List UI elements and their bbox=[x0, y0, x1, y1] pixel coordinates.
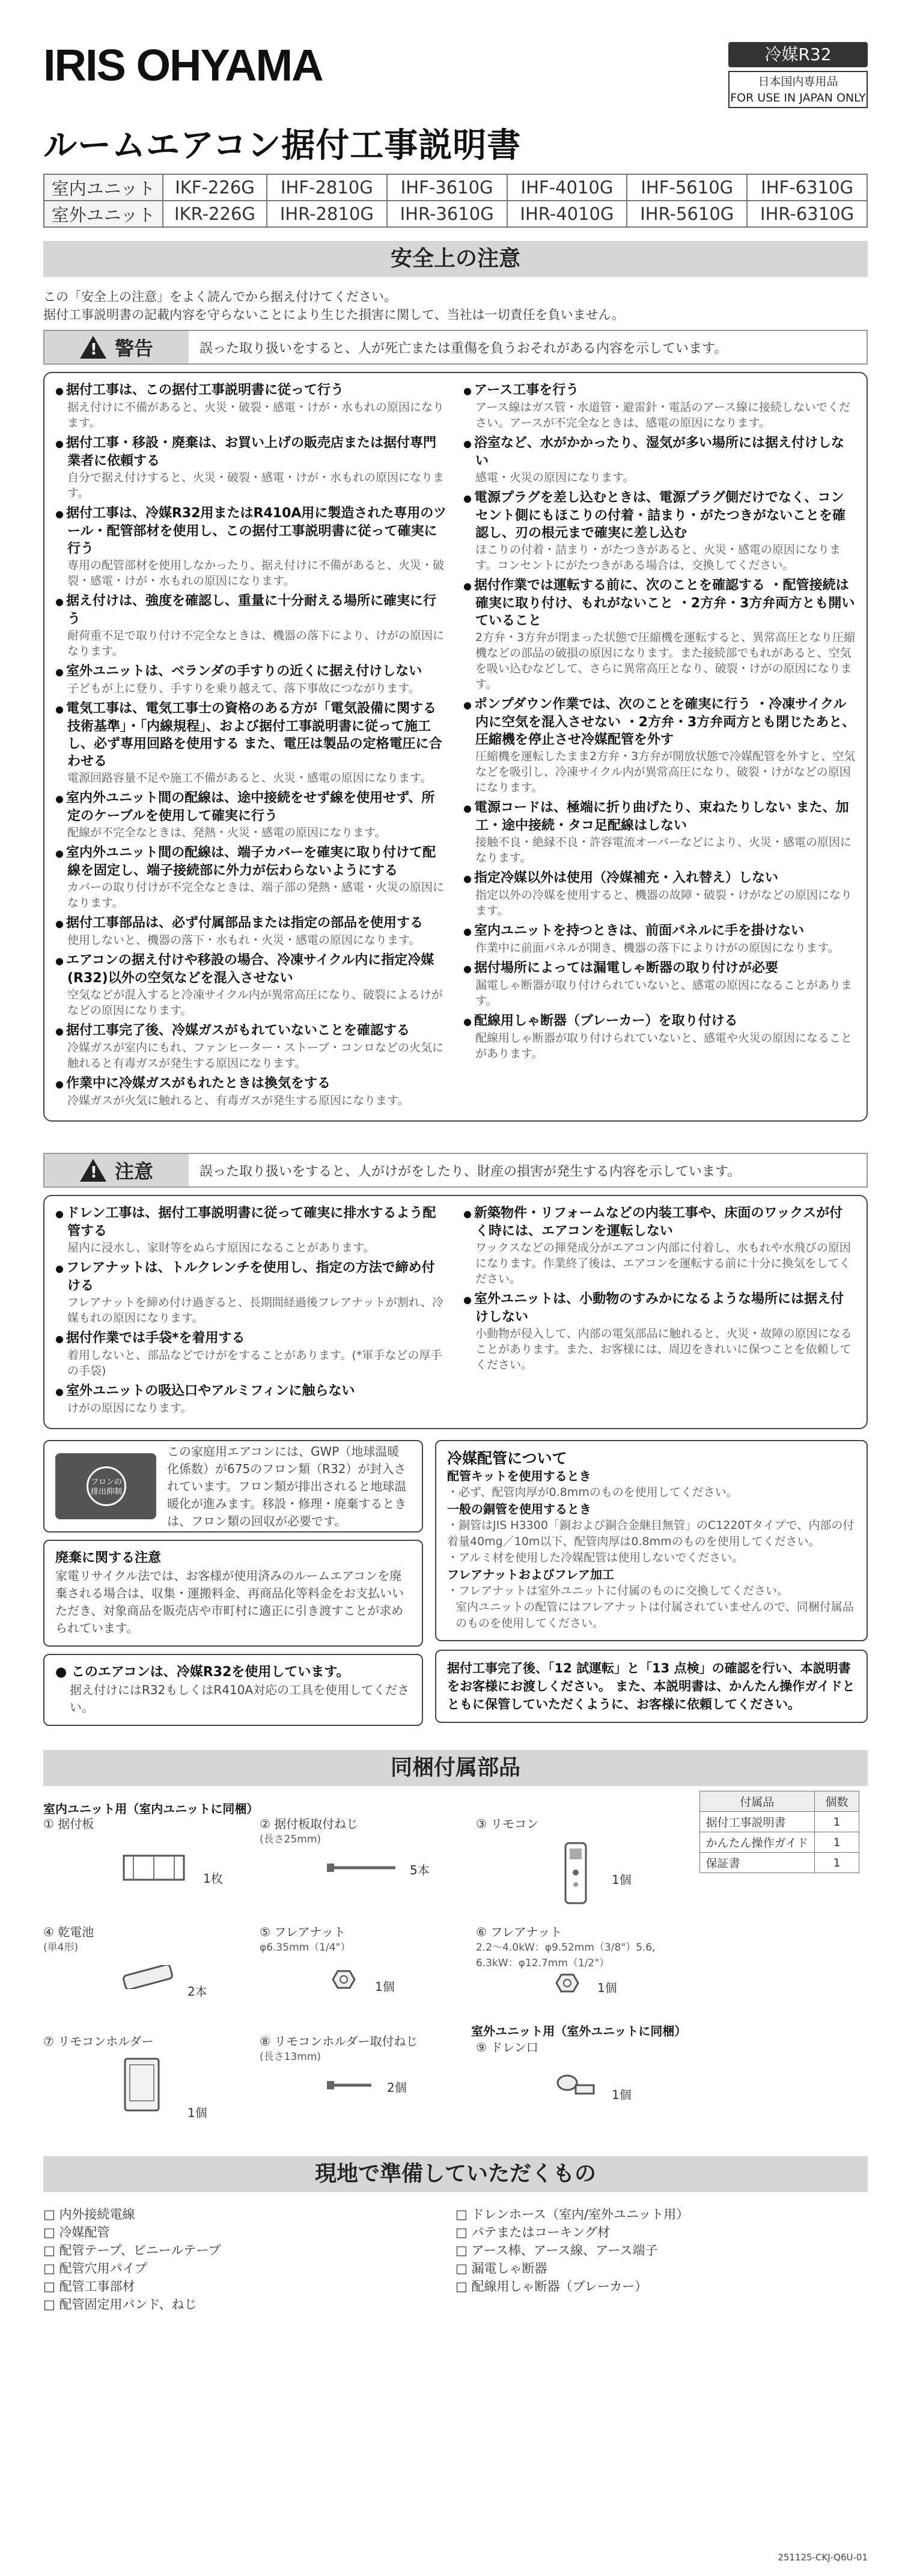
part-spec: (長さ13mm) bbox=[260, 2051, 321, 2063]
model-cell: IHF-2810G bbox=[267, 174, 387, 201]
part-qty: 1個 bbox=[597, 1981, 617, 1995]
notice-detail: 配線が不完全なときは、発熱・火災・感電の原因になります。 bbox=[67, 826, 386, 839]
part-item bbox=[476, 1816, 538, 1832]
warning-description: 誤った取り扱いをすると、人が死亡または重傷を負うおそれがある内容を示しています。 bbox=[200, 341, 728, 356]
accessory-count: 1 bbox=[815, 1853, 859, 1873]
part-item bbox=[43, 2034, 154, 2049]
notice-item bbox=[463, 577, 856, 692]
piping-general-text2: ・アルミ材を使用した冷媒配管は使用しないでください。 bbox=[447, 1551, 744, 1564]
notice-heading: ● ポンプダウン作業では、次のことを確実に行う ・冷凍サイクル内に空気を混入させない ・2方弁・3方弁両方とも閉じたあと、圧縮機を停止させ冷媒配管を外す bbox=[463, 696, 856, 749]
accessory-row bbox=[699, 1832, 859, 1853]
caution-column-right bbox=[463, 1204, 856, 1420]
screw-icon bbox=[326, 2079, 374, 2091]
page-title: ルームエアコン据付工事説明書 bbox=[43, 126, 522, 165]
part-qty: 2本 bbox=[187, 1984, 207, 1999]
header bbox=[43, 0, 868, 123]
model-cell: IHR-6310G bbox=[747, 201, 867, 227]
safety-intro bbox=[43, 288, 868, 324]
notice-heading: ● アース工事を行う bbox=[463, 381, 856, 399]
outdoor-models-row bbox=[44, 201, 867, 227]
info-right bbox=[435, 1440, 868, 1726]
warning-bar bbox=[43, 330, 868, 365]
accessory-table bbox=[699, 1791, 859, 1873]
fluorocarbon-mark-text: フロンの排出抑制 bbox=[87, 1466, 126, 1506]
caution-column-left bbox=[55, 1204, 448, 1420]
piping-flare-text2: 室内ユニットの配管にはフレアナットは付属されていませんので、同梱付属品のものを使用してください。 bbox=[455, 1600, 854, 1630]
accessory-item: 据付工事説明書 bbox=[699, 1812, 814, 1832]
piping-flare-title: フレアナットおよびフレア加工 bbox=[447, 1567, 614, 1582]
notice-item bbox=[463, 1204, 856, 1287]
part-qty: 1個 bbox=[375, 1979, 395, 1994]
disposal-notice bbox=[43, 1540, 423, 1647]
notice-heading: ● 室外ユニットは、ベランダの手すりの近くに据え付けしない bbox=[55, 663, 448, 681]
disposal-title: 廃棄に関する注意 bbox=[55, 1551, 162, 1566]
part-spec: (長さ25mm) bbox=[260, 1833, 321, 1845]
accessory-header-item: 付属品 bbox=[699, 1791, 814, 1812]
notice-item bbox=[463, 869, 856, 919]
r32-title: ● このエアコンは、冷媒R32を使用しています。 bbox=[55, 1665, 350, 1680]
notice-detail: 漏電しゃ断器が取り付けられていないと、感電の原因になることがあります。 bbox=[475, 979, 853, 1007]
document-page bbox=[43, 0, 868, 2576]
notice-heading: ● 据付作業では手袋*を着用する bbox=[55, 1329, 448, 1347]
caution-label: 注意 bbox=[114, 1160, 153, 1183]
part-item bbox=[260, 2034, 418, 2065]
part-name: ⑤ フレアナット bbox=[260, 1925, 346, 1939]
notice-item bbox=[55, 789, 448, 840]
caution-description: 誤った取り扱いをすると、人がけがをしたり、財産の損害が発生する内容を示しています。 bbox=[200, 1164, 741, 1179]
part-spec: 2.2〜4.0kW：φ9.52mm（3/8"）5.6, 6.3kW：φ12.7mm（1/2"） bbox=[476, 1942, 656, 1969]
parts-heading: 同梱付属部品 bbox=[43, 1750, 868, 1786]
notice-item bbox=[55, 663, 448, 696]
warning-box bbox=[43, 372, 868, 1122]
model-table bbox=[43, 174, 868, 228]
accessory-count: 1 bbox=[815, 1832, 859, 1853]
notice-heading: ● 電気工事は、電気工事士の資格のある方が「電気設備に関する技術基準」・「内線規程」、および据付工事説明書に従って施工し、必ず専用回路を使用する また、電圧は製品の定格電圧に合わせる bbox=[55, 700, 448, 770]
accessory-header-row bbox=[699, 1791, 859, 1812]
prepare-column-left bbox=[43, 2205, 455, 2313]
notice-detail: 作業中に前面パネルが開き、機器の落下によりけがの原因になります。 bbox=[475, 941, 839, 955]
refrigerant-badge: 冷媒R32 bbox=[728, 42, 868, 67]
caution-label-box bbox=[44, 1154, 189, 1186]
notice-heading: ● 室内外ユニット間の配線は、途中接続をせず線を使用せず、所定のケーブルを使用して確実に行う bbox=[55, 789, 448, 825]
warning-triangle-icon: ! bbox=[80, 336, 106, 359]
completion-notice: 据付工事完了後、「12 試運転」と「13 点検」の確認を行い、本説明書をお客様にお渡しください。 また、本説明書は、かんたん操作ガイドとともに保管していただくように、お客様に依頼してください。 bbox=[435, 1650, 868, 1723]
notice-detail: 使用しないと、機器の落下・水もれ・火災・感電の原因になります。 bbox=[67, 934, 421, 947]
piping-general-text1: ・銅管はJIS H3300「銅および銅合金継目無管」のC1220Tタイプで、内部の付着量40mg／10m以下、配管肉厚は0.8mmのものを使用してください。 bbox=[447, 1519, 855, 1548]
info-row bbox=[43, 1440, 868, 1726]
fluorocarbon-notice bbox=[43, 1440, 423, 1533]
notice-heading: ● 電源コードは、極端に折り曲げたり、束ねたりしない また、加工・途中接続・タコ足配線はしない bbox=[463, 799, 856, 834]
prepare-column-right bbox=[455, 2205, 868, 2313]
checklist-item: □ 内外接続電線 bbox=[43, 2205, 455, 2223]
part-qty: 2個 bbox=[387, 2080, 407, 2095]
fluorocarbon-text: この家庭用エアコンには、GWP（地球温暖化係数）が675のフロン類（R32）が封入されています。フロン類が排出されると地球温暖化が進みます。移設・修理・廃棄するときは、フロン類の回収が必要です。 bbox=[167, 1444, 407, 1528]
accessory-item: かんたん操作ガイド bbox=[699, 1832, 814, 1853]
notice-item bbox=[55, 1329, 448, 1379]
part-name: ④ 乾電池 bbox=[43, 1925, 94, 1939]
notice-detail: 空気などが混入すると冷凍サイクル内が異常高圧になり、破裂によるけがなどの原因になります。 bbox=[67, 988, 443, 1017]
model-cell: IKR-226G bbox=[163, 201, 267, 227]
checklist-item: □ 配管固定用バンド、ねじ bbox=[43, 2295, 455, 2313]
mounting-plate-icon bbox=[121, 1851, 187, 1887]
notice-detail: 冷媒ガスが火気に触れると、有毒ガスが発生する原因になります。 bbox=[67, 1094, 409, 1107]
disposal-text: 家電リサイクル法では、お客様が使用済みのルームエアコンを廃棄される場合は、収集・運搬料金、再商品化等料金をお支払いいただき、対象商品を販売店や市町村に適正に引き渡すことが求められています。 bbox=[55, 1569, 404, 1635]
piping-kit-text: ・必ず、配管肉厚が0.8mmのものを使用してください。 bbox=[447, 1486, 738, 1499]
model-cell: IHR-4010G bbox=[507, 201, 627, 227]
notice-detail: アース線はガス管・水道管・避雷針・電話のアース線に接続しないでください。アースが不完全なときは、感電の原因になります。 bbox=[475, 401, 850, 430]
part-name: ⑦ リモコンホルダー bbox=[43, 2034, 154, 2049]
notice-detail: けがの原因になります。 bbox=[67, 1402, 192, 1415]
part-item bbox=[260, 1816, 358, 1847]
part-qty: 1個 bbox=[187, 2106, 207, 2120]
notice-item bbox=[463, 1012, 856, 1062]
checklist-item: □ アース棒、アース線、アース端子 bbox=[455, 2241, 868, 2259]
notice-detail: ワックスなどの揮発成分がエアコン内部に付着し、水もれや水飛びの原因になります。作業終了後は、エアコンを運転する前に十分に換気をしてください。 bbox=[475, 1241, 851, 1286]
notice-item bbox=[55, 1075, 448, 1108]
notice-item bbox=[55, 434, 448, 501]
warning-column-right bbox=[463, 381, 856, 1112]
notice-item bbox=[463, 489, 856, 573]
r32-notice bbox=[43, 1654, 423, 1726]
checklist-item: □ 配管穴用パイプ bbox=[43, 2259, 455, 2277]
notice-item bbox=[463, 696, 856, 795]
notice-item bbox=[55, 1204, 448, 1256]
notice-heading: ● 据え付けは、強度を確認し、重量に十分耐える場所に確実に行う bbox=[55, 592, 448, 628]
notice-detail: 屋内に浸水し、家財等をぬらす原因になることがあります。 bbox=[67, 1241, 375, 1254]
domestic-line-en: FOR USE IN JAPAN ONLY bbox=[730, 91, 866, 105]
notice-detail: 圧縮機を運転したまま2方弁・3方弁が開放状態で冷媒配管を外すと、空気などを吸引し、冷凍サイクル内が異常高圧になり、破裂・けがなどの原因になります。 bbox=[475, 750, 856, 794]
part-qty: 5本 bbox=[410, 1863, 430, 1877]
outdoor-parts-group: 室外ユニット用（室外ユニットに同梱） bbox=[471, 2024, 687, 2038]
flare-nut-icon bbox=[555, 1972, 579, 1994]
notice-heading: ● 据付工事は、この据付工事説明書に従って行う bbox=[55, 381, 448, 399]
part-qty: 1個 bbox=[612, 1873, 632, 1887]
part-name: ① 据付板 bbox=[43, 1817, 94, 1831]
model-cell: IHR-3610G bbox=[387, 201, 507, 227]
caution-bar bbox=[43, 1153, 868, 1188]
flare-nut-icon bbox=[332, 1969, 356, 1990]
battery-icon bbox=[121, 1965, 181, 1989]
model-cell: IHR-2810G bbox=[267, 201, 387, 227]
prepare-heading: 現地で準備していただくもの bbox=[43, 2156, 868, 2192]
checklist-item: □ パテまたはコーキング材 bbox=[455, 2223, 868, 2241]
notice-heading: ● 室外ユニットは、小動物のすみかになるような場所には据え付けしない bbox=[463, 1290, 856, 1326]
part-item bbox=[43, 1924, 94, 1955]
notice-detail: カバーの取り付けが不完全なときは、端子部の発熱・感電・火災の原因になります。 bbox=[67, 881, 445, 910]
notice-heading: ● 据付工事は、冷媒R32用またはR410A用に製造された専用のツール・配管部材を使用し、この据付工事説明書に従って確実に行う bbox=[55, 505, 448, 557]
notice-heading: ● 配線用しゃ断器（ブレーカー）を取り付ける bbox=[463, 1012, 856, 1030]
notice-heading: ● ドレン工事は、据付工事説明書に従って確実に排水するよう配管する bbox=[55, 1204, 448, 1240]
notice-item bbox=[55, 952, 448, 1018]
notice-item bbox=[55, 1259, 448, 1326]
piping-title: 冷媒配管について bbox=[447, 1450, 567, 1467]
safety-intro-line1: この「安全上の注意」をよく読んでから据え付けてください。 bbox=[43, 290, 397, 304]
checklist-item: □ 配管工事部材 bbox=[43, 2277, 455, 2295]
notice-heading: ● 据付作業では運転する前に、次のことを確認する ・配管接続は確実に取り付け、もれがないこと ・2方弁・3方弁両方とも開いていること bbox=[463, 577, 856, 630]
accessory-item: 保証書 bbox=[699, 1853, 814, 1873]
notice-heading: ● 据付工事・移設・廃棄は、お買い上げの販売店または据付専門業者に依頼する bbox=[55, 434, 448, 470]
notice-item bbox=[463, 1290, 856, 1373]
notice-heading: ● 浴室など、水がかかったり、湿気が多い場所には据え付けしない bbox=[463, 434, 856, 470]
part-qty: 1枚 bbox=[203, 1871, 223, 1886]
checklist-item: □ 配管テープ、ビニールテープ bbox=[43, 2241, 455, 2259]
notice-heading: ● 室内外ユニット間の配線は、端子カバーを確実に取り付けて配線を固定し、端子接続部に外力が伝わらないようにする bbox=[55, 844, 448, 879]
warning-label-box bbox=[44, 331, 189, 363]
warning-label: 警告 bbox=[114, 337, 153, 360]
notice-heading: ● フレアナットは、トルクレンチを使用し、指定の方法で締め付ける bbox=[55, 1259, 448, 1295]
notice-detail: 据え付けに不備があると、火災・破裂・感電・けが・水もれの原因になります。 bbox=[67, 401, 445, 430]
notice-detail: 配線用しゃ断器が取り付けられていないと、感電や火災の原因になることがあります。 bbox=[475, 1031, 853, 1060]
safety-heading: 安全上の注意 bbox=[43, 241, 868, 277]
notice-item bbox=[55, 381, 448, 431]
notice-detail: ほこりの付着・詰まり・がたつきがあると、火災・感電の原因になります。コンセントにがたつきがある場合は、交換してください。 bbox=[475, 543, 841, 572]
notice-heading: ● 室外ユニットの吸込口やアルミフィンに触らない bbox=[55, 1382, 448, 1400]
notice-detail: 指定以外の冷媒を使用すると、機器の故障・破裂・けがなどの原因になります。 bbox=[475, 889, 853, 917]
notice-detail: フレアナットを締め付け過ぎると、長期間経過後フレアナットが割れ、冷媒もれの原因になります。 bbox=[67, 1296, 443, 1325]
part-name: ③ リモコン bbox=[476, 1817, 539, 1831]
document-code: 251125-CKJ-Q6U-01 bbox=[778, 2552, 868, 2563]
remote-holder-icon bbox=[121, 2055, 163, 2115]
checklist-item: □ 漏電しゃ断器 bbox=[455, 2259, 868, 2277]
notice-heading: ● 作業中に冷媒ガスがもれたときは換気をする bbox=[55, 1075, 448, 1093]
notice-item bbox=[463, 959, 856, 1009]
notice-item bbox=[55, 914, 448, 948]
checklist-item: □ 配線用しゃ断器（ブレーカー） bbox=[455, 2277, 868, 2295]
notice-detail: 自分で据え付けすると、火災・破裂・感電・けが・水もれの原因になります。 bbox=[67, 471, 445, 500]
caution-box bbox=[43, 1195, 868, 1429]
model-cell: IHF-6310G bbox=[747, 174, 867, 201]
part-item bbox=[43, 1816, 94, 1832]
info-left bbox=[43, 1440, 423, 1726]
notice-item bbox=[463, 434, 856, 485]
parts-section bbox=[43, 1791, 868, 2151]
part-name: ⑧ リモコンホルダー取付ねじ bbox=[260, 2034, 418, 2049]
indoor-parts-group: 室内ユニット用（室内ユニットに同梱） bbox=[43, 1802, 259, 1816]
notice-heading: ● 指定冷媒以外は使用（冷媒補充・入れ替え）しない bbox=[463, 869, 856, 887]
notice-heading: ● 据付工事部品は、必ず付属部品または指定の部品を使用する bbox=[55, 914, 448, 932]
notice-item bbox=[463, 799, 856, 866]
checklist-item: □ ドレンホース（室内/室外ユニット用） bbox=[455, 2205, 868, 2223]
brand-logo: IRIS OHYAMA bbox=[43, 40, 323, 90]
model-cell: IHF-5610G bbox=[627, 174, 747, 201]
model-cell: IKF-226G bbox=[163, 174, 267, 201]
notice-detail: 専用の配管部材を使用しなかったり、据え付けに不備があると、火災・破裂・感電・けが・水もれの原因になります。 bbox=[67, 559, 445, 588]
notice-item bbox=[55, 1382, 448, 1416]
notice-heading: ● エアコンの据え付けや移設の場合、冷凍サイクル内に指定冷媒(R32)以外の空気などを混入させない bbox=[55, 952, 448, 987]
notice-item bbox=[55, 844, 448, 911]
notice-heading: ● 据付工事完了後、冷媒ガスがもれていないことを確認する bbox=[55, 1022, 448, 1040]
indoor-label: 室内ユニット bbox=[44, 174, 163, 201]
notice-heading: ● 電源プラグを差し込むときは、電源プラグ側だけでなく、コンセント側にもほこりの付着・詰まり・がたつきがないことを確認し、刃の根元まで確実に差し込む bbox=[463, 489, 856, 542]
accessory-row bbox=[699, 1812, 859, 1832]
part-qty: 1個 bbox=[612, 2088, 632, 2102]
notice-detail: 子どもが上に登り、手すりを乗り越えて、落下事故につながります。 bbox=[67, 682, 420, 695]
part-spec: φ6.35mm（1/4"） bbox=[260, 1942, 351, 1954]
part-item bbox=[476, 1924, 656, 1971]
part-name: ⑥ フレアナット bbox=[476, 1925, 562, 1939]
notice-detail: 耐荷重不足で取り付け不完全なときは、機器の落下により、けがの原因になります。 bbox=[67, 629, 445, 658]
notice-item bbox=[55, 700, 448, 786]
notice-detail: 感電・火災の原因になります。 bbox=[475, 471, 635, 484]
notice-item bbox=[55, 592, 448, 659]
part-item bbox=[260, 1924, 350, 1955]
outdoor-label: 室外ユニット bbox=[44, 201, 163, 227]
notice-detail: 冷媒ガスが室内にもれ、ファンヒーター・ストーブ・コンロなどの火気に触れると有毒ガスが発生する原因になります。 bbox=[67, 1041, 444, 1070]
notice-item bbox=[55, 505, 448, 589]
notice-detail: 電源回路容量不足や施工不備があると、火災・感電の原因になります。 bbox=[67, 771, 432, 785]
checklist-item: □ 冷媒配管 bbox=[43, 2223, 455, 2241]
notice-heading: ● 新築物件・リフォームなどの内装工事や、床面のワックスが付く時には、エアコンを運転しない bbox=[463, 1204, 856, 1240]
safety-intro-line2: 据付工事説明書の記載内容を守らないことにより生じた損害に関して、当社は一切責任を負いません。 bbox=[43, 308, 624, 322]
remote-control-icon bbox=[564, 1841, 588, 1906]
notice-detail: 2方弁・3方弁が閉まった状態で圧縮機を運転すると、異常高圧となり圧縮機などの部品の破損の原因になります。また接続部でもれがあると、空気を吸い込むなどして、さらに異常高圧となり、破裂・けがの原因になります。 bbox=[475, 631, 856, 691]
prepare-list bbox=[43, 2205, 868, 2313]
caution-triangle-icon: ! bbox=[80, 1159, 106, 1182]
model-cell: IHF-4010G bbox=[507, 174, 627, 201]
part-name: ② 据付板取付ねじ bbox=[260, 1817, 359, 1831]
part-item bbox=[476, 2040, 538, 2055]
piping-notice bbox=[435, 1440, 868, 1641]
part-spec: (単4形) bbox=[43, 1942, 79, 1954]
notice-detail: 着用しないと、部品などでけがをすることがあります。(*軍手などの厚手の手袋) bbox=[67, 1349, 442, 1378]
notice-item bbox=[55, 1022, 448, 1071]
warning-column-left bbox=[55, 381, 448, 1112]
piping-general-title: 一般の銅管を使用するとき bbox=[447, 1502, 591, 1516]
accessory-count: 1 bbox=[815, 1812, 859, 1832]
notice-item bbox=[463, 381, 856, 431]
notice-heading: ● 室内ユニットを持つときは、前面パネルに手を掛けない bbox=[463, 922, 856, 940]
part-name: ⑨ ドレン口 bbox=[476, 2040, 538, 2055]
accessory-row bbox=[699, 1853, 859, 1873]
r32-title-text: このエアコンは、冷媒R32を使用しています。 bbox=[71, 1665, 350, 1680]
drain-socket-icon bbox=[555, 2073, 597, 2100]
domestic-use-label bbox=[728, 71, 868, 108]
piping-flare-text1: ・フレアナットは室外ユニットに付属のものに交換してください。 bbox=[447, 1584, 789, 1597]
piping-kit-title: 配管キットを使用するとき bbox=[447, 1469, 591, 1483]
domestic-line-jp: 日本国内専用品 bbox=[758, 75, 838, 88]
r32-text: 据え付けにはR32もしくはR410A対応の工具を使用してください。 bbox=[70, 1683, 410, 1715]
accessory-header-count: 個数 bbox=[815, 1791, 859, 1812]
fluorocarbon-mark-icon bbox=[55, 1453, 156, 1519]
screw-icon bbox=[326, 1862, 398, 1874]
notice-detail: 小動物が侵入して、内部の電気部品に触れると、火災・故障の原因になることがあります。また、お客様には、周辺をきれいに保つことを依頼してください。 bbox=[475, 1327, 852, 1372]
notice-heading: ● 据付場所によっては漏電しゃ断器の取り付けが必要 bbox=[463, 959, 856, 977]
notice-detail: 接触不良・絶縁不良・許容電流オーバーなどにより、火災・感電の原因になります。 bbox=[475, 836, 852, 864]
notice-item bbox=[463, 922, 856, 956]
model-cell: IHF-3610G bbox=[387, 174, 507, 201]
model-cell: IHR-5610G bbox=[627, 201, 747, 227]
indoor-models-row bbox=[44, 174, 867, 201]
